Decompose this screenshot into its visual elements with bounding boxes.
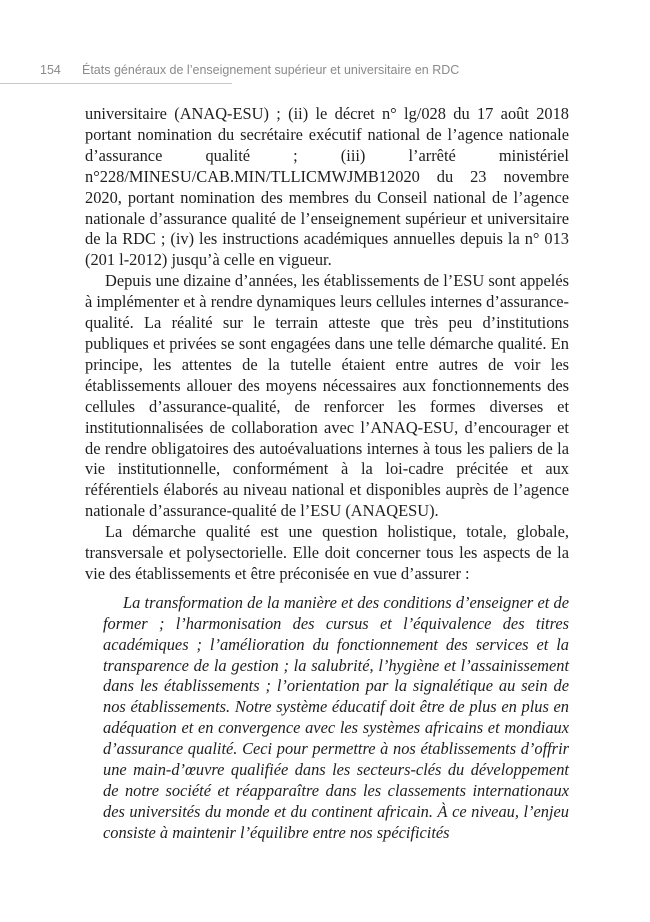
- header-rule: [0, 83, 232, 84]
- block-quote: La transformation de la manière et des conditions d’enseigner et de former ; l’harmonisation des cursus et l’équivalence des titres académiques ; l’amélioration du fonctionnement des services et la transparence de la gestion ; la salubrité, l’hygiène et l’assainissement dans les établissements ; l’orientation par la signalétique au sein de nos établissements. Notre système éducatif doit être de plus en plus en adéquation et en convergence avec les systèmes africains et mondiaux d’assurance qualité. Ceci pour permettre à nos établissements d’offrir une main-d’œuvre qualifiée dans les secteurs-clés du développement de notre société et réapparaître dans les classements internationaux des universités du monde et du continent africain. À ce niveau, l’enjeu consiste à maintenir l’équilibre entre nos spécificités: [103, 592, 569, 842]
- page-number: 154: [40, 63, 61, 77]
- paragraph-quality-approach: La démarche qualité est une question holistique, totale, globale, transversale et polysectorielle. Elle doit concerner tous les aspects de la vie des établissements et être préconisée en vue d’assurer :: [85, 522, 569, 583]
- paragraph-continuation: universitaire (ANAQ-ESU) ; (ii) le décret n° lg/028 du 17 août 2018 portant nomination du secrétaire exécutif national de l’agence nationale d’assurance qualité ; (iii) l’arrêté ministériel n°228/MINESU/CAB.MIN/TLLICMWJMB12020 du 23 novembre 2020, portant nomination des membres du Conseil national de l’agence nationale d’assurance qualité de l’enseignement supérieur et universitaire de la RDC ; (iv) les instructions académiques annuelles depuis la n° 013 (201 l-2012) jusqu’à celle en vigueur.: [85, 104, 569, 270]
- paragraph-esu-quality-cells: Depuis une dizaine d’années, les établissements de l’ESU sont appelés à implémenter et à rendre dynamiques leurs cellules internes d’assurance-qualité. La réalité sur le terrain atteste que très peu d’institutions publiques et privées se sont engagées dans une telle démarche qualité. En principe, les attentes de la tutelle étaient entre autres de voir les établissements allouer des moyens nécessaires aux fonctionnements des cellules d’assurance-qualité, de renforcer les formes diverses et institutionnalisées de collaboration avec l’ANAQ-ESU, d’encourager et de rendre obligatoires des autoévaluations internes à tous les paliers de la vie institutionnelle, conformément à la loi-cadre précitée et aux référentiels élaborés au niveau national et disponibles auprès de l’agence nationale d’assurance-qualité de l’ESU (ANAQESU).: [85, 271, 569, 521]
- running-title: États généraux de l’enseignement supérieur et universitaire en RDC: [82, 63, 460, 77]
- page-body: [85, 104, 569, 844]
- running-header: [40, 63, 600, 77]
